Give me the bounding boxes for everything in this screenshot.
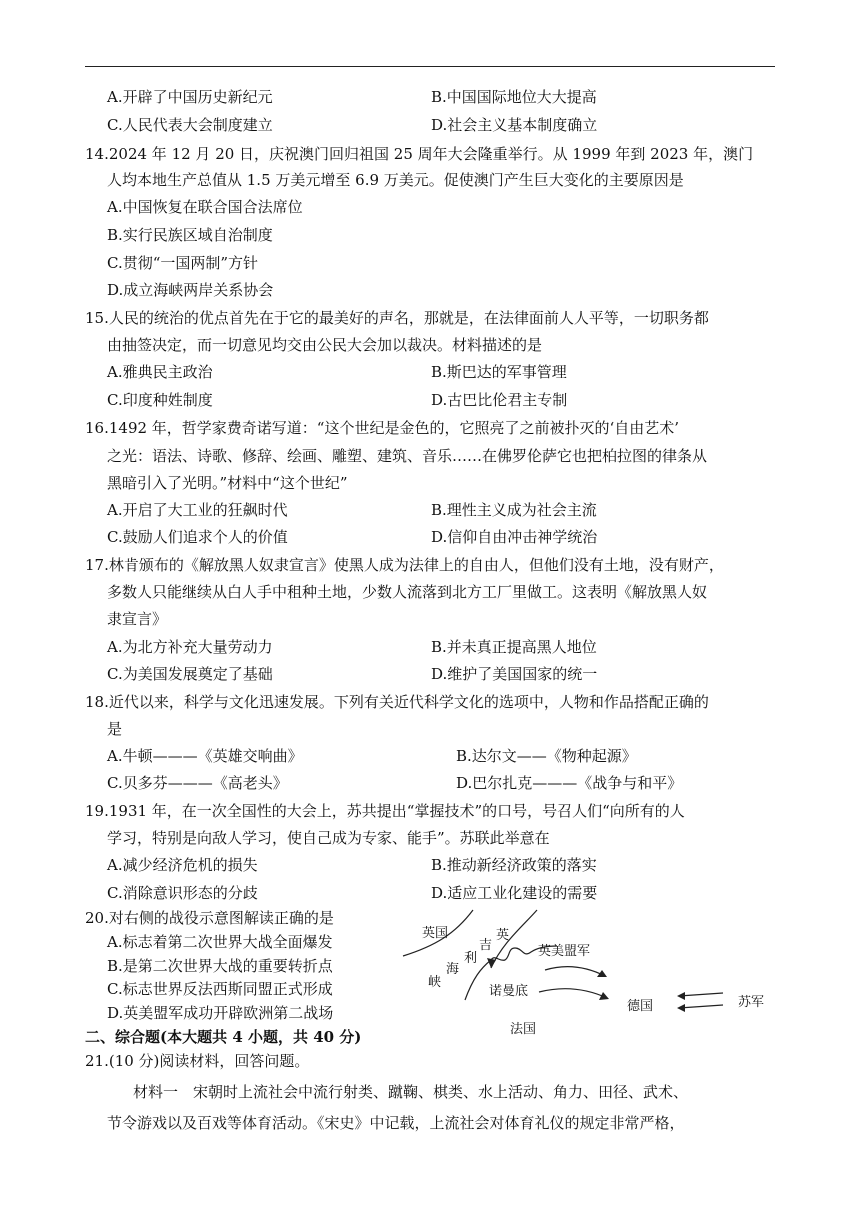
q15-stem-line1: 15.人民的统治的优点首先在于它的最美好的声名，那就是，在法律面前人人平等，一切职务都	[85, 309, 709, 327]
q14-stem-line1: 14.2024 年 12 月 20 日，庆祝澳门回归祖国 25 周年大会隆重举行。从 1999 年到 2023 年，澳门	[85, 145, 754, 163]
q14-stem-line2: 人均本地生产总值从 1.5 万美元增至 6.9 万美元。促使澳门产生巨大变化的主要原因是	[107, 171, 684, 189]
q21-stem: 21.(10 分)阅读材料，回答问题。	[85, 1052, 310, 1070]
q16-stem-line1: 16.1492 年，哲学家费奇诺写道：“这个世纪是金色的，它照亮了之前被扑灭的‘自由艺术’	[85, 419, 680, 437]
q18-stem-line2: 是	[107, 720, 123, 738]
q16-option-c: C.鼓励人们追求个人的价值	[107, 528, 288, 546]
q15-option-c: C.印度种姓制度	[107, 391, 213, 409]
q21-material1-line2: 节令游戏以及百戏等体育活动。《宋史》中记载，上流社会对体育礼仪的规定非常严格，	[107, 1114, 685, 1132]
q18-option-d: D.巴尔扎克———《战争与和平》	[456, 774, 683, 792]
allied-advance-arrow-2	[539, 989, 607, 998]
q18-option-a: A.牛顿———《英雄交响曲》	[107, 747, 303, 765]
q17-option-c: C.为美国发展奠定了基础	[107, 665, 273, 683]
map-label-strait-5: 峡	[428, 975, 442, 990]
section-2-title: 二、综合题(本大题共 4 小题，共 40 分)	[85, 1028, 362, 1046]
map-label-strait-2: 吉	[479, 938, 493, 953]
q16-stem-line2: 之光：语法、诗歌、修辞、绘画、雕塑、建筑、音乐……在佛罗伦萨它也把柏拉图的律条从	[107, 447, 708, 465]
q18-option-c: C.贝多芬———《高老头》	[107, 774, 288, 792]
map-label-normandy: 诺曼底	[489, 984, 529, 999]
q17-stem-line1: 17.林肯颁布的《解放黑人奴隶宣言》使黑人成为法律上的自由人，但他们没有土地，没有财产，	[85, 556, 724, 574]
map-label-strait-3: 利	[464, 951, 478, 966]
q15-stem-line2: 由抽签决定，而一切意见均交由公民大会加以裁决。材料描述的是	[107, 336, 543, 354]
q19-option-c: C.消除意识形态的分歧	[107, 884, 258, 902]
q19-option-b: B.推动新经济政策的落实	[431, 856, 597, 874]
header-rule	[85, 66, 775, 67]
map-label-soviet: 苏军	[738, 995, 765, 1010]
q17-stem-line2: 多数人只能继续从白人手中租种土地，少数人流落到北方工厂里做工。这表明《解放黑人奴	[107, 583, 708, 601]
soviet-arrow-1	[679, 993, 723, 996]
allied-advance-arrow-1	[545, 967, 605, 976]
map-label-strait-4: 海	[446, 962, 460, 977]
q19-stem-line2: 学习，特别是向敌人学习，使自己成为专家、能手”。苏联此举意在	[107, 829, 550, 847]
q13-option-a: A.开辟了中国历史新纪元	[107, 88, 273, 106]
q15-option-a: A.雅典民主政治	[107, 363, 213, 381]
q13-option-c: C.人民代表大会制度建立	[107, 116, 273, 134]
q19-option-a: A.减少经济危机的损失	[107, 856, 258, 874]
soviet-arrow-2	[679, 1005, 723, 1008]
q20-option-b: B.是第二次世界大战的重要转折点	[107, 957, 333, 975]
q14-option-a: A.中国恢复在联合国合法席位	[107, 198, 303, 216]
q20-option-d: D.英美盟军成功开辟欧洲第二战场	[107, 1004, 334, 1022]
map-label-germany: 德国	[627, 999, 654, 1014]
q16-option-d: D.信仰自由冲击神学统治	[431, 528, 598, 546]
q16-stem-line3: 黑暗引入了光明。”材料中“这个世纪”	[107, 474, 348, 492]
q17-option-d: D.维护了美国国家的统一	[431, 665, 598, 683]
q14-option-c: C.贯彻“一国两制”方针	[107, 254, 259, 272]
q18-stem-line1: 18.近代以来，科学与文化迅速发展。下列有关近代科学文化的选项中，人物和作品搭配正确的	[85, 693, 709, 711]
normandy-battle-map	[395, 908, 785, 1043]
map-label-allies: 英美盟军	[538, 944, 591, 959]
q14-option-d: D.成立海峡两岸关系协会	[107, 281, 274, 299]
q17-option-a: A.为北方补充大量劳动力	[107, 638, 273, 656]
q20-option-a: A.标志着第二次世界大战全面爆发	[107, 933, 333, 951]
q17-option-b: B.并未真正提高黑人地位	[431, 638, 597, 656]
q16-option-a: A.开启了大工业的狂飙时代	[107, 501, 288, 519]
map-label-uk: 英国	[422, 926, 449, 941]
q16-option-b: B.理性主义成为社会主流	[431, 501, 597, 519]
q15-option-b: B.斯巴达的军事管理	[431, 363, 567, 381]
q20-stem: 20.对右侧的战役示意图解读正确的是	[85, 909, 334, 927]
q20-option-c: C.标志世界反法西斯同盟正式形成	[107, 980, 333, 998]
q21-material1-line1: 材料一 宋朝时上流社会中流行射类、蹴鞠、棋类、水上活动、角力、田径、武术、	[133, 1083, 689, 1101]
q15-option-d: D.古巴比伦君主专制	[431, 391, 568, 409]
map-label-france: 法国	[510, 1022, 537, 1037]
q13-option-d: D.社会主义基本制度确立	[431, 116, 598, 134]
q17-stem-line3: 隶宣言》	[107, 610, 168, 628]
q14-option-b: B.实行民族区域自治制度	[107, 226, 273, 244]
q19-option-d: D.适应工业化建设的需要	[431, 884, 598, 902]
q18-option-b: B.达尔文——《物种起源》	[456, 747, 637, 765]
q13-option-b: B.中国国际地位大大提高	[431, 88, 597, 106]
q19-stem-line1: 19.1931 年，在一次全国性的大会上，苏共提出“掌握技术”的口号，号召人们“向所有的人	[85, 802, 685, 820]
map-label-strait-1: 英	[496, 928, 510, 943]
